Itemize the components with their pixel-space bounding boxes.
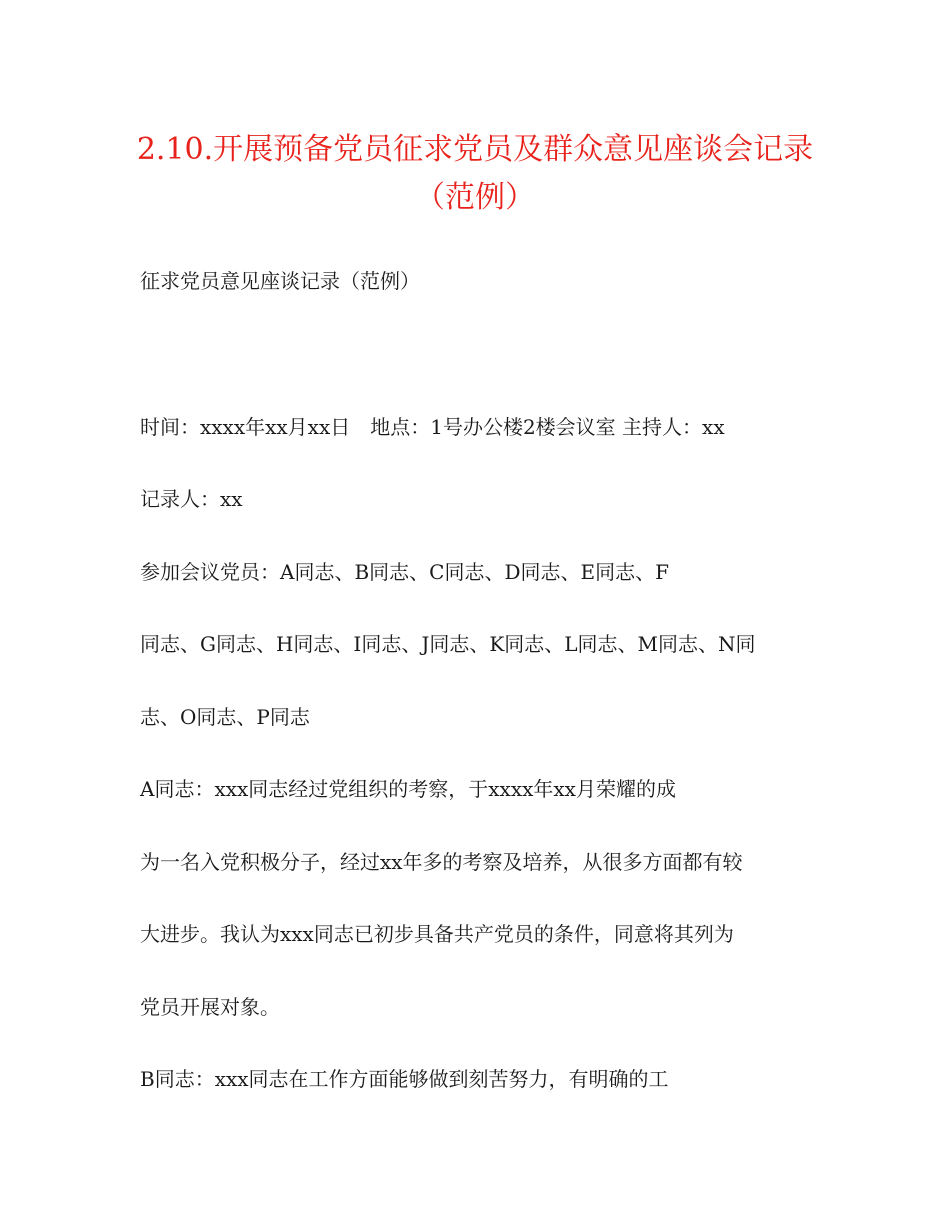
recorder-line: 记录人：xx [140,487,243,511]
speech-a-line-3: 大进步。我认为xxx同志已初步具备共产党员的条件，同意将其列为 [140,922,734,946]
attendees-line-3: 志、O同志、P同志 [140,705,310,729]
document-title-line-1: 2.10.开展预备党员征求党员及群众意见座谈会记录 [136,132,814,167]
attendees-line-2: 同志、G同志、H同志、I同志、J同志、K同志、L同志、M同志、N同 [140,632,756,656]
meeting-info-line: 时间：xxxx年xx月xx日 地点：1号办公楼2楼会议室 主持人：xx [140,415,725,439]
section-heading: 征求党员意见座谈记录（范例） [140,269,420,293]
document-title-line-2: （范例） [415,180,535,215]
speech-a-line-1: A同志：xxx同志经过党组织的考察，于xxxx年xx月荣耀的成 [140,777,676,801]
speech-a-line-4: 党员开展对象。 [140,995,280,1019]
speech-a-line-2: 为一名入党积极分子，经过xx年多的考察及培养，从很多方面都有较 [140,850,743,874]
speech-b-line-1: B同志：xxx同志在工作方面能够做到刻苦努力，有明确的工 [140,1067,669,1091]
attendees-line-1: 参加会议党员：A同志、B同志、C同志、D同志、E同志、F [140,560,669,584]
